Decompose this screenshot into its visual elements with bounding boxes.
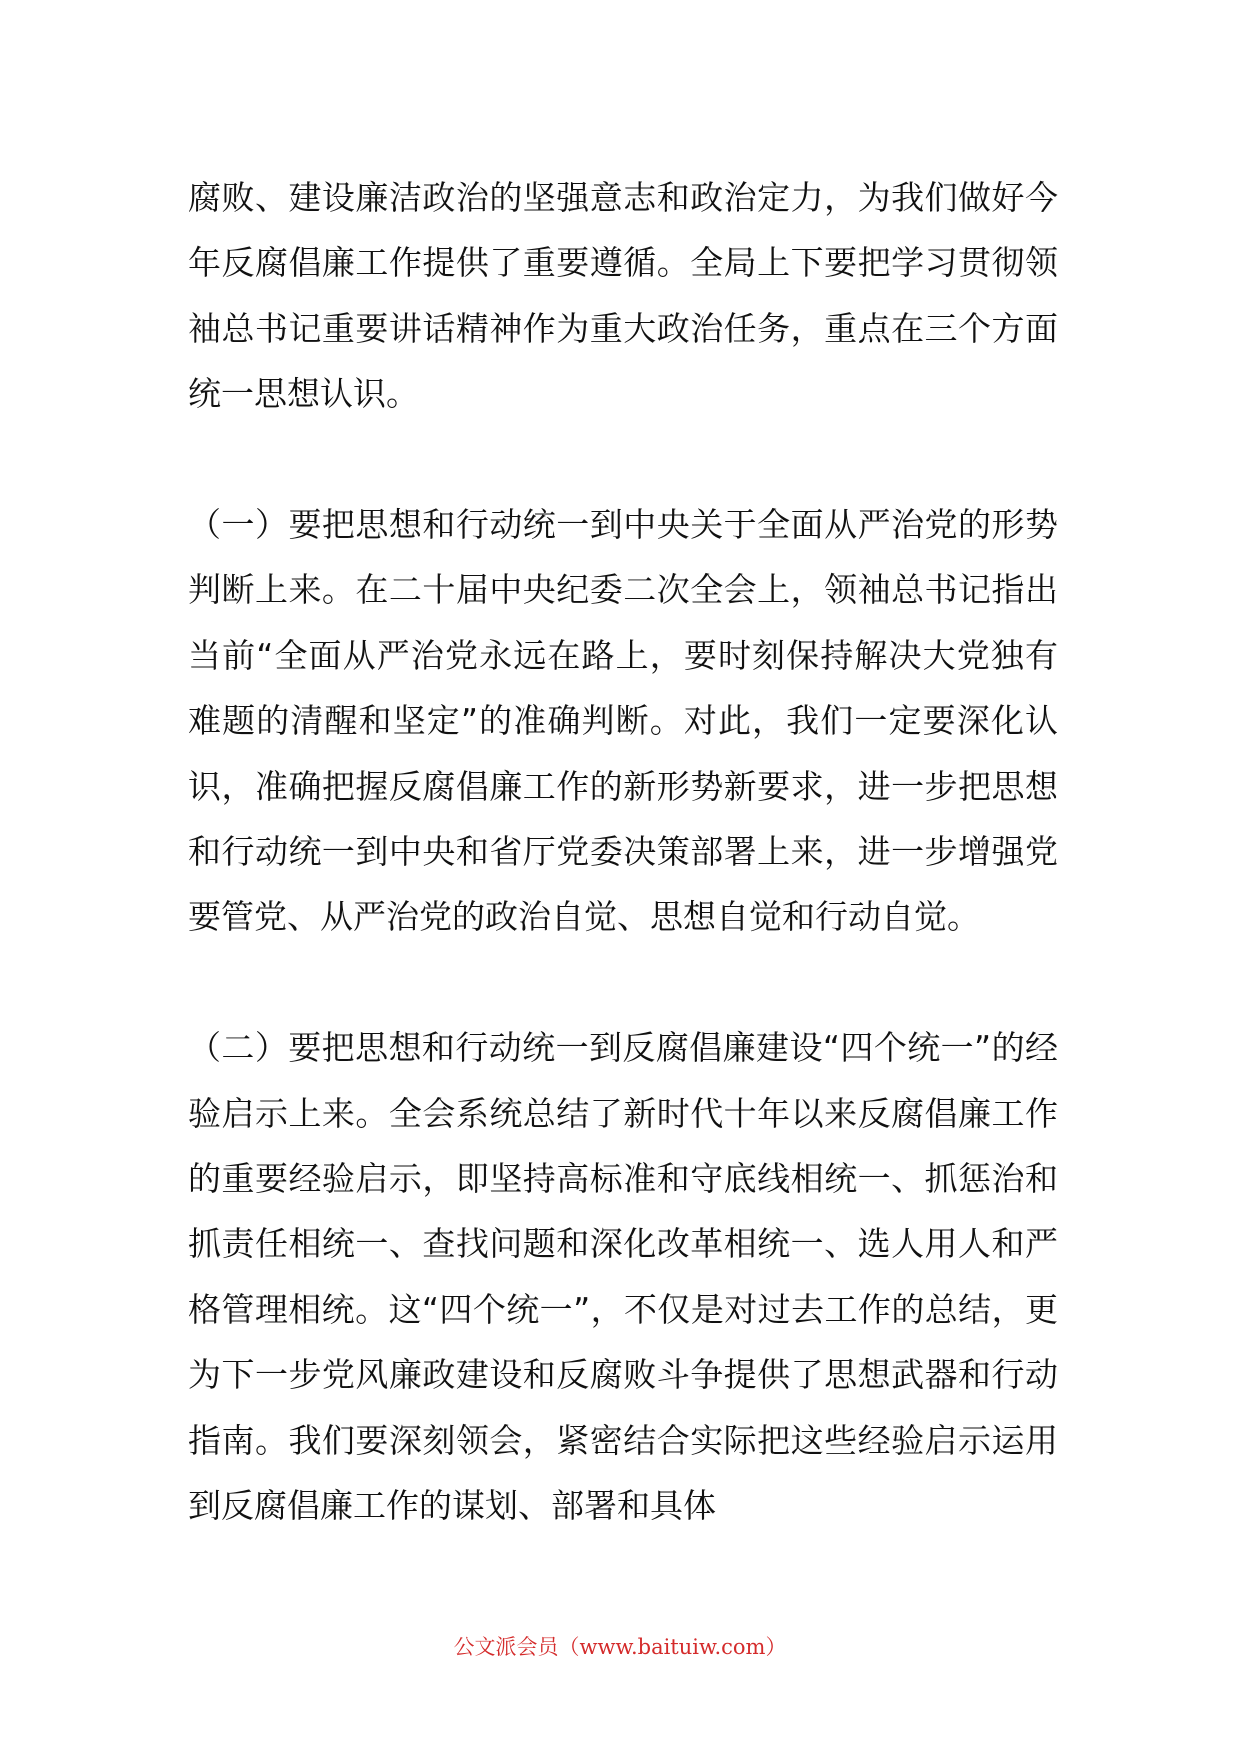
paragraph-point-two: （二）要把思想和行动统一到反腐倡廉建设“四个统一”的经验启示上来。全会系统总结了新时代十年以来反腐倡廉工作的重要经验启示，即坚持高标准和守底线相统一、抓惩治和抓责任相统一、查找问题和深化改革相统一、选人用人和严格管理相统。这“四个统一”，不仅是对过去工作的总结，更为下一步党风廉政建设和反腐败斗争提供了思想武器和行动指南。我们要深刻领会，紧密结合实际把这些经验启示运用到反腐倡廉工作的谋划、部署和具体 (188, 1028, 1058, 1526)
paragraph-point-one: （一）要把思想和行动统一到中央关于全面从严治党的形势判断上来。在二十届中央纪委二次全会上，领袖总书记指出当前“全面从严治党永远在路上，要时刻保持解决大党独有难题的清醒和坚定”的准确判断。对此，我们一定要深化认识，准确把握反腐倡廉工作的新形势新要求，进一步把思想和行动统一到中央和省厅党委决策部署上来，进一步增强党要管党、从严治党的政治自觉、思想自觉和行动自觉。 (188, 505, 1058, 937)
footer-watermark: 公文派会员（www.baituiw.com） (453, 1635, 787, 1659)
document-body (188, 165, 1058, 1539)
paragraph-intro: 腐败、建设廉洁政治的坚强意志和政治定力，为我们做好今年反腐倡廉工作提供了重要遵循。全局上下要把学习贯彻领袖总书记重要讲话精神作为重大政治任务，重点在三个方面统一思想认识。 (188, 178, 1058, 414)
